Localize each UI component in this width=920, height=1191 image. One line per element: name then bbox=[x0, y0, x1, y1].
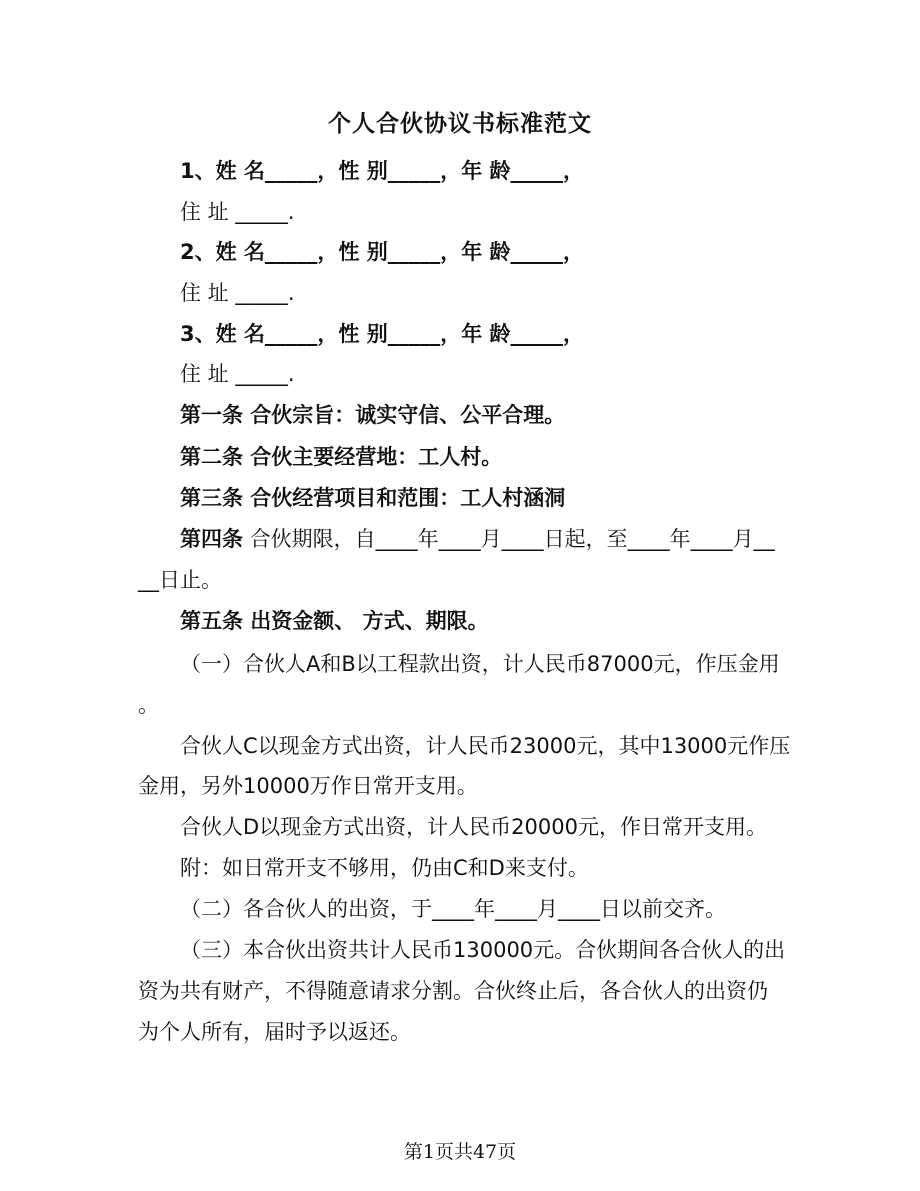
article-4-heading: 第四条 bbox=[180, 527, 243, 551]
article-4-continued: __日止。 bbox=[138, 568, 222, 592]
article-3: 第三条 合伙经营项目和范围：工人村涵洞 bbox=[180, 486, 566, 510]
page-title: 个人合伙协议书标准范文 bbox=[328, 111, 592, 137]
partner-d-line: 合伙人D以现金方式出资，计人民币20000元，作日常开支用。 bbox=[180, 815, 767, 839]
article-4 bbox=[180, 525, 775, 553]
article-4-text: 合伙期限，自____年____月____日起，至____年____月__ bbox=[243, 527, 775, 551]
item-1-line-2: 。 bbox=[138, 693, 159, 717]
party3-address: 住 址 _____. bbox=[180, 362, 295, 386]
article-1: 第一条 合伙宗旨：诚实守信、公平合理。 bbox=[180, 403, 566, 427]
article-5: 第五条 出资金额、 方式、期限。 bbox=[180, 609, 489, 633]
party1-address: 住 址 _____. bbox=[180, 200, 295, 224]
item-1-line-1: （一）合伙人A和B以工程款出资，计人民币87000元，作压金用 bbox=[180, 652, 780, 676]
article-2: 第二条 合伙主要经营地：工人村。 bbox=[180, 445, 503, 469]
party2-address: 住 址 _____. bbox=[180, 281, 295, 305]
page-footer: 第1页共47页 bbox=[403, 1141, 517, 1163]
partner-c-line-1: 合伙人C以现金方式出资，计人民币23000元，其中13000元作压 bbox=[180, 734, 791, 758]
item-3-line-2: 资为共有财产，不得随意请求分割。合伙终止后，各合伙人的出资仍 bbox=[138, 979, 768, 1003]
party1-info: 1、姓 名_____，性 别_____，年 龄_____， bbox=[180, 159, 585, 183]
item-3-line-3: 为个人所有，届时予以返还。 bbox=[138, 1020, 411, 1044]
item-3-line-1: （三）本合伙出资共计人民币130000元。合伙期间各合伙人的出 bbox=[180, 938, 786, 962]
note-line: 附：如日常开支不够用，仍由C和D来支付。 bbox=[180, 856, 589, 880]
party3-info: 3、姓 名_____，性 别_____，年 龄_____， bbox=[180, 322, 585, 346]
partner-c-line-2: 金用，另外10000万作日常开支用。 bbox=[138, 774, 478, 798]
party2-info: 2、姓 名_____，性 别_____，年 龄_____， bbox=[180, 240, 585, 264]
item-2-line: （二）各合伙人的出资，于____年____月____日以前交齐。 bbox=[180, 897, 726, 921]
